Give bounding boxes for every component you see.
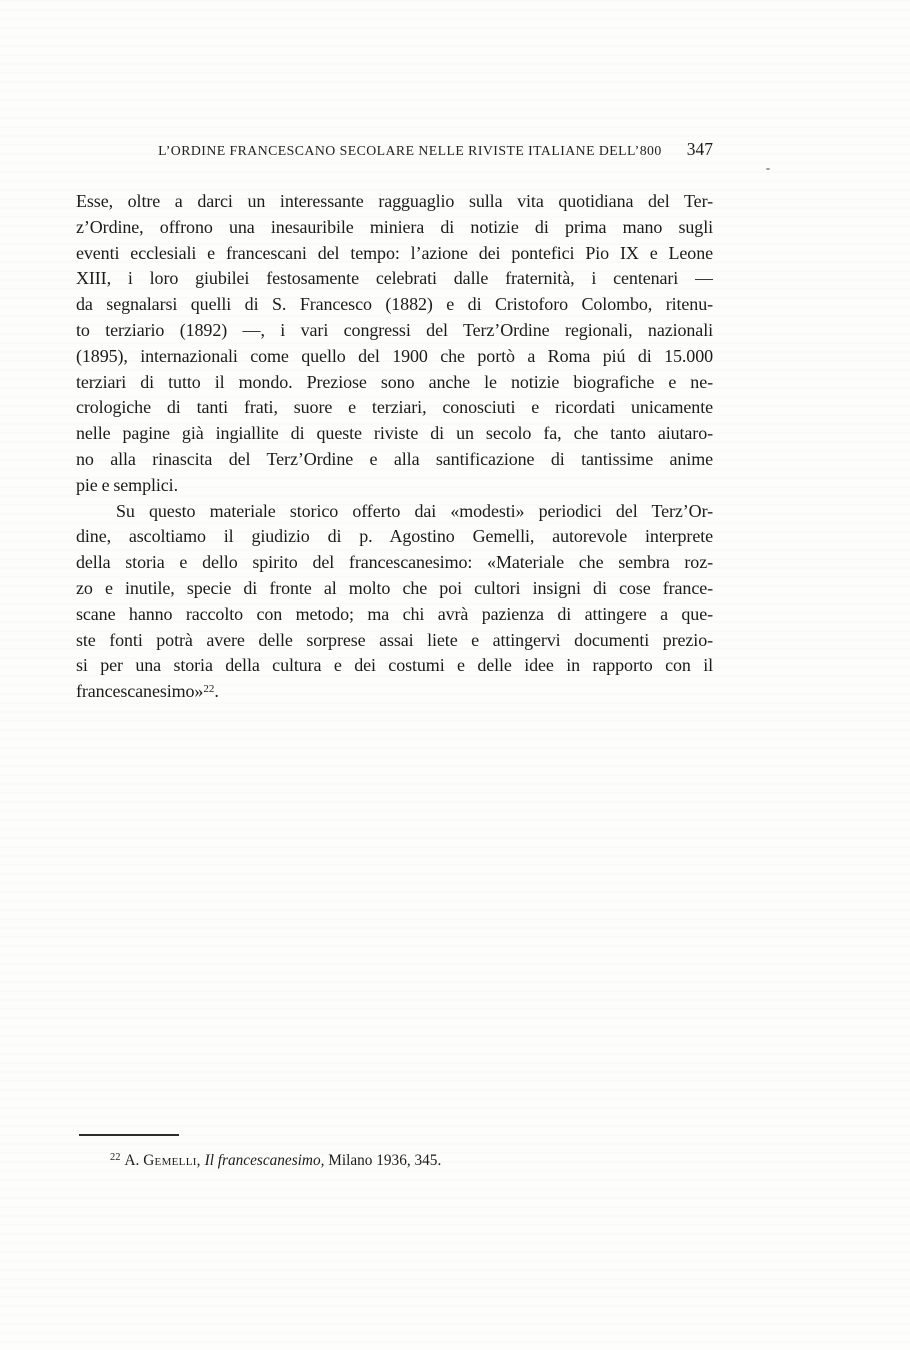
text-line: eventi ecclesiali e francescani del tempo: l’azione dei pontefici Pio IX e Leone <box>76 242 713 263</box>
quote-end-text: francescanesimo» <box>76 681 204 702</box>
text-line: to terziario (1892) —, i vari congressi del Terz’Ordine regionali, nazionali <box>76 319 713 340</box>
footnote-author-initial: A. <box>124 1152 144 1169</box>
text-line: si per una storia della cultura e dei costumi e delle idee in rapporto con il <box>76 655 713 676</box>
text-line: XIII, i loro giubilei festosamente celebrati dalle fraternità, i centenari — <box>76 268 713 289</box>
text-line: terziari di tutto il mondo. Preziose sono anche le notizie biografiche e ne- <box>76 371 713 392</box>
text-line: nelle pagine già ingiallite di queste riviste di un secolo fa, che tanto aiutaro- <box>76 423 713 444</box>
footnote <box>76 1150 747 1174</box>
text-line-with-footnote-ref <box>76 679 713 705</box>
text-line: da segnalarsi quelli di S. Francesco (1882) e di Cristoforo Colombo, ritenu- <box>76 294 713 315</box>
paragraph-1 <box>76 189 713 499</box>
footnote-author-name: Gemelli, <box>143 1152 201 1169</box>
text-line: dine, ascoltiamo il giudizio di p. Agostino Gemelli, autorevole interprete <box>76 526 713 547</box>
body-text <box>76 189 713 705</box>
footnote-marker-superscript: 22 <box>110 1151 121 1163</box>
footnote-publication-info: Milano 1936, 345. <box>324 1152 442 1169</box>
running-header <box>76 139 713 160</box>
footnote-separator-rule <box>79 1134 179 1136</box>
text-line: crologiche di tanti frati, suore e terziari, conosciuti e ricordati unicamente <box>76 397 713 418</box>
page-number: 347 <box>686 139 713 159</box>
paragraph-2 <box>76 499 713 705</box>
text-line: Esse, oltre a darci un interessante ragguaglio sulla vita quotidiana del Ter- <box>76 191 713 211</box>
scan-speck-artifact <box>766 168 770 170</box>
footnote-reference-superscript: 22 <box>203 683 215 696</box>
text-line: Su questo materiale storico offerto dai «modesti» periodici del Terz’Or- <box>116 500 713 521</box>
text-line: z’Ordine, offrono una inesauribile miniera di notizie di prima mano sugli <box>76 216 713 237</box>
footnote-work-title: Il francescanesimo, <box>200 1152 325 1169</box>
sentence-period: . <box>214 681 219 702</box>
text-line: (1895), internazionali come quello del 1900 che portò a Roma piú di 15.000 <box>76 345 713 366</box>
text-line: scane hanno raccolto con metodo; ma chi avrà pazienza di attingere a que- <box>76 603 713 624</box>
text-line: ste fonti potrà avere delle sorprese assai liete e attingervi documenti prezio- <box>76 629 713 650</box>
text-line: della storia e dello spirito del francescanesimo: «Materiale che sembra roz- <box>76 552 713 573</box>
text-line: no alla rinascita del Terz’Ordine e alla santificazione di tantissime anime <box>76 448 713 469</box>
text-line: zo e inutile, specie di fronte al molto che poi cultori insigni di cose france- <box>76 577 713 598</box>
running-title: L’ORDINE FRANCESCANO SECOLARE NELLE RIVISTE ITALIANE DELL’800 <box>158 143 662 158</box>
text-line: pie e semplici. <box>76 474 178 495</box>
